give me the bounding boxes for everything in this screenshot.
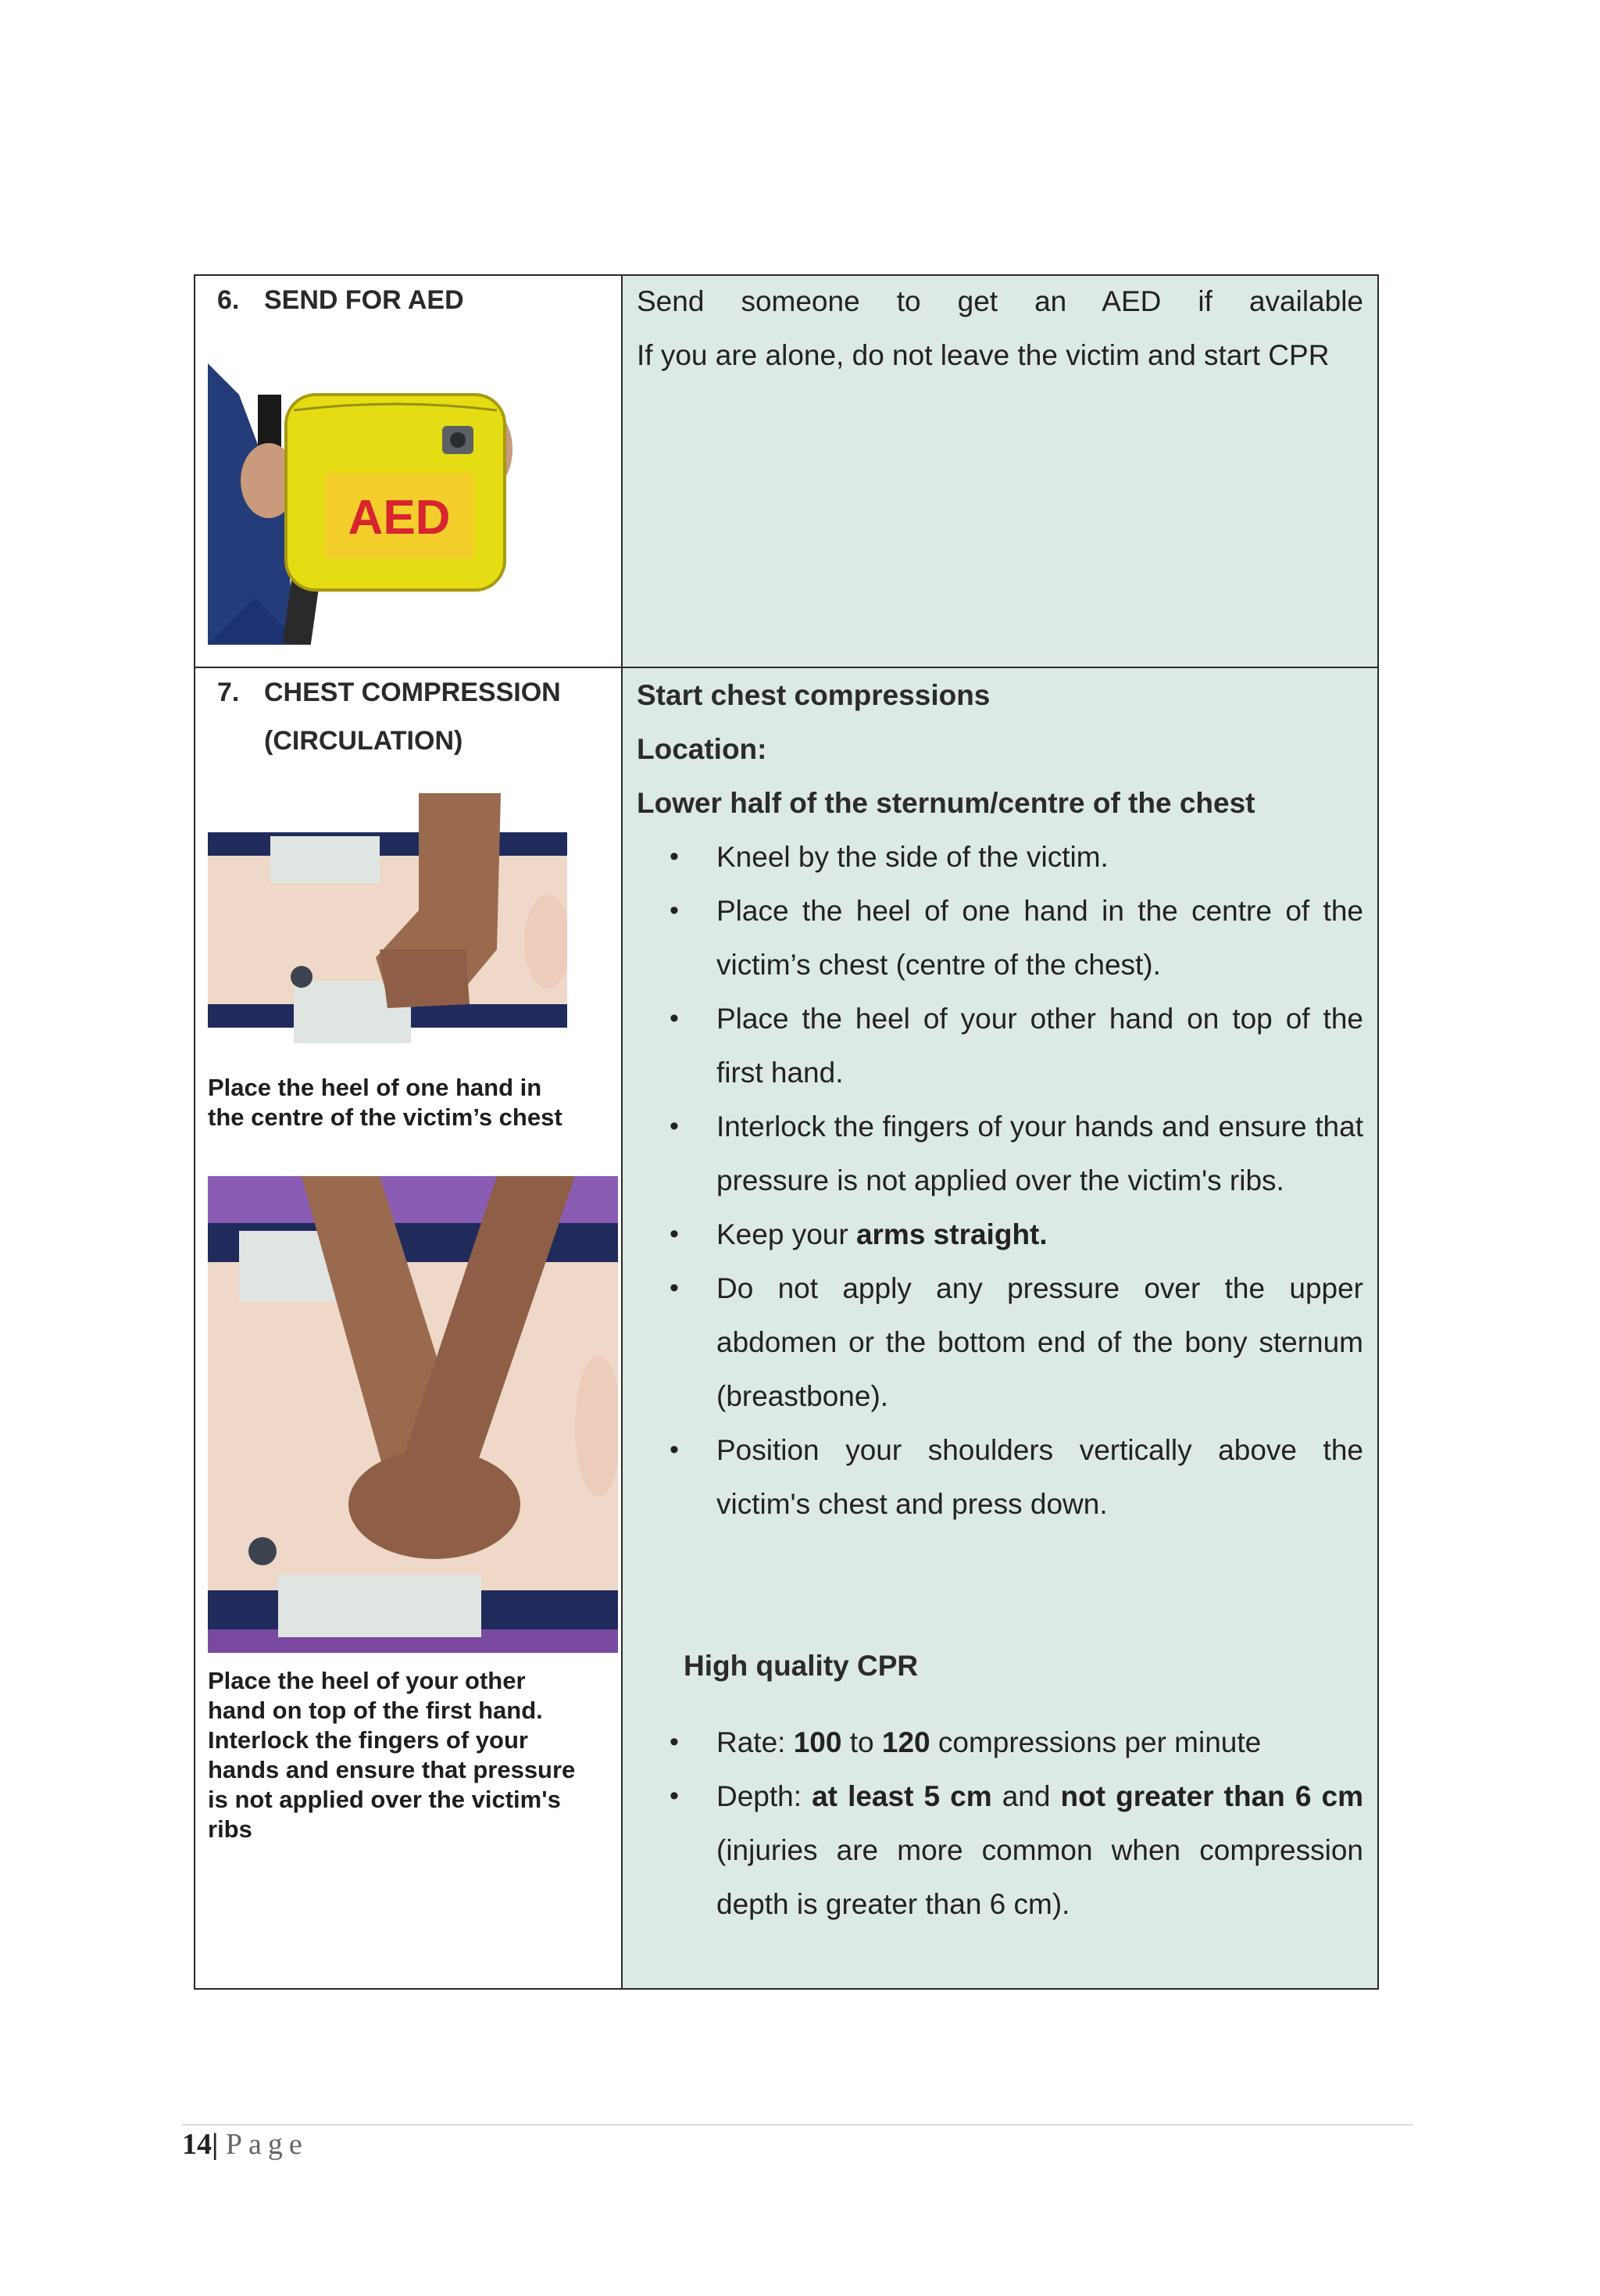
interlocked-hands-photo — [208, 1176, 618, 1653]
caption2-line1: Place the heel of your other — [208, 1667, 526, 1694]
step6-title: SEND FOR AED — [264, 285, 464, 315]
depth-suffix: (injuries are more common when compression depth is greater than 6 cm). — [716, 1834, 1363, 1920]
bullet-icon: • — [670, 1273, 679, 1303]
aed-label-text: AED — [348, 491, 451, 545]
location-detail-heading: Lower half of the sternum/centre of the chest — [637, 787, 1255, 819]
arms-prefix: Keep your — [716, 1218, 856, 1250]
step6-left-cell — [194, 274, 623, 668]
bullet-icon: • — [670, 1781, 679, 1811]
rate-min: 100 — [793, 1726, 842, 1758]
page-separator: | — [212, 2128, 219, 2161]
bullet-icon: • — [670, 1003, 679, 1033]
quality-bullet-list — [670, 1715, 1363, 1931]
bullet-text: Place the heel of your other hand on top of the first hand. — [716, 1003, 1363, 1089]
page-number: 14 — [182, 2128, 212, 2161]
caption1-line2: the centre of the victim’s chest — [208, 1103, 562, 1131]
hand-placement-photo — [208, 793, 567, 1064]
bullet-text-arms — [716, 1207, 1363, 1261]
step7-title-line1: CHEST COMPRESSION — [264, 678, 561, 707]
bullet-icon: • — [670, 1111, 679, 1141]
depth-min: at least 5 cm — [812, 1780, 992, 1812]
bullet-icon: • — [670, 896, 679, 925]
list-item — [670, 1715, 1363, 1769]
depth-text — [716, 1769, 1363, 1931]
bullet-text: Do not apply any pressure over the upper abdomen or the bottom end of the bony sternum (breastbone). — [716, 1272, 1363, 1412]
caption2-line4: hands and ensure that pressure — [208, 1756, 576, 1783]
step7-number: 7. — [217, 678, 240, 707]
caption1-line1: Place the heel of one hand in — [208, 1074, 542, 1101]
list-item — [670, 830, 1363, 884]
caption-interlock — [208, 1666, 575, 1844]
bullet-icon: • — [670, 842, 679, 871]
bullet-icon: • — [670, 1219, 679, 1249]
aed-device-photo — [208, 363, 528, 645]
caption2-line2: hand on top of the first hand. — [208, 1697, 543, 1724]
footer-divider — [182, 2124, 1413, 2126]
caption-one-hand — [208, 1073, 562, 1132]
caption2-line6: ribs — [208, 1815, 252, 1843]
list-item — [670, 992, 1363, 1100]
bullet-text: Interlock the fingers of your hands and ensure that pressure is not applied over the victim's ribs. — [716, 1110, 1363, 1196]
page-footer — [182, 2127, 309, 2162]
location-heading: Location: — [637, 733, 767, 765]
step7-heading — [217, 668, 561, 765]
bullet-icon: • — [670, 1727, 679, 1757]
depth-max: not greater than 6 cm — [1060, 1780, 1363, 1812]
high-quality-cpr-heading: High quality CPR — [684, 1650, 919, 1682]
step7-right-cell — [621, 667, 1379, 1990]
step7-title-line2: (CIRCULATION) — [264, 726, 463, 756]
rate-max: 120 — [881, 1726, 930, 1758]
bullet-text: Kneel by the side of the victim. — [716, 841, 1109, 873]
step6-right-cell — [621, 274, 1379, 668]
rate-prefix: Rate: — [716, 1726, 794, 1758]
list-item — [670, 1769, 1363, 1931]
caption2-line5: is not applied over the victim's — [208, 1786, 561, 1813]
rate-suffix: compressions per minute — [930, 1726, 1262, 1758]
caption2-line3: Interlock the fingers of your — [208, 1726, 528, 1754]
list-item — [670, 884, 1363, 992]
bullet-text: Place the heel of one hand in the centre of the victim’s chest (centre of the chest). — [716, 895, 1363, 981]
depth-prefix: Depth: — [716, 1780, 812, 1812]
page-label: Page — [225, 2128, 309, 2161]
list-item — [670, 1423, 1363, 1531]
rate-text — [716, 1715, 1363, 1769]
bullet-text: Position your shoulders vertically above the victim's chest and press down. — [716, 1434, 1363, 1520]
list-item — [670, 1100, 1363, 1207]
bullet-icon: • — [670, 1435, 679, 1465]
step6-number: 6. — [217, 285, 240, 315]
arms-straight-emphasis: arms straight. — [855, 1218, 1048, 1250]
technique-bullet-list — [670, 830, 1363, 1531]
list-item — [670, 1261, 1363, 1423]
list-item — [670, 1207, 1363, 1261]
rate-mid: to — [841, 1726, 882, 1758]
step6-line1: Send someone to get an AED if available — [637, 285, 1363, 317]
step6-heading — [217, 276, 464, 324]
depth-mid: and — [991, 1780, 1061, 1812]
step7-left-cell — [194, 667, 623, 1990]
step6-line2: If you are alone, do not leave the victim and start CPR — [637, 339, 1330, 371]
cpr-steps-table — [194, 274, 1379, 1990]
compressions-heading: Start chest compressions — [637, 679, 991, 711]
